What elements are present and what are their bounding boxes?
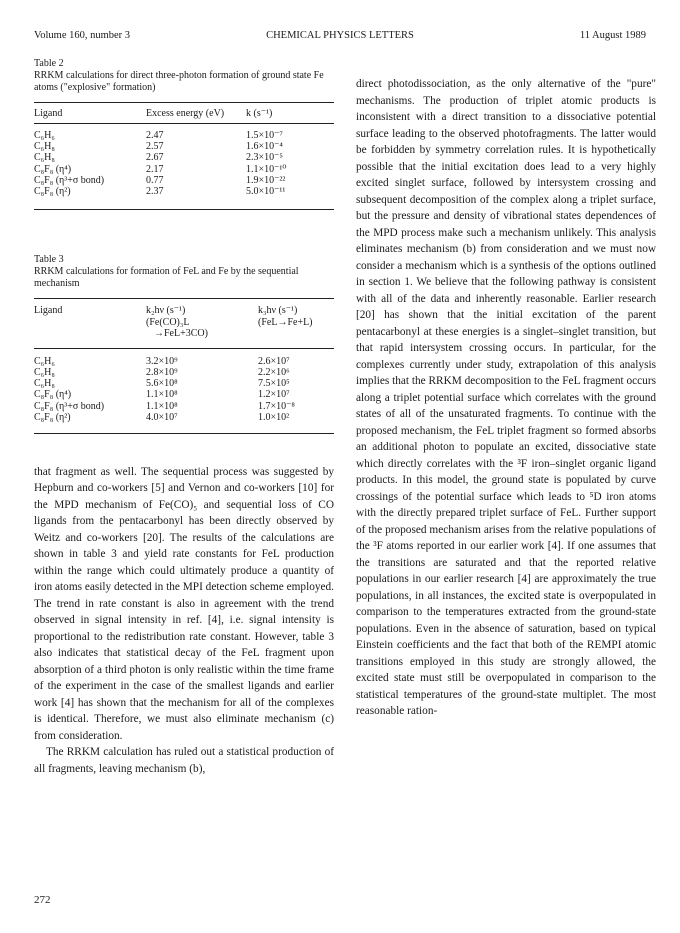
table-2 — [34, 102, 334, 210]
left-column — [34, 58, 334, 777]
table-cell: C₈F₈ (η³+σ bond) — [34, 400, 105, 412]
right-body-text — [356, 76, 656, 720]
table-row — [34, 152, 334, 163]
table-row — [34, 175, 334, 186]
table-cell: 5.0×10⁻¹¹ — [246, 186, 286, 198]
table-cell: 2.6×10⁷ — [258, 355, 290, 367]
table-cell: 2.47 — [146, 130, 164, 141]
table-cell: C₈F₈ (η⁴) — [34, 163, 72, 175]
table-cell: 1.2×10⁷ — [258, 389, 290, 401]
table-row — [34, 412, 334, 434]
table2-col-k: k (s⁻¹) — [246, 103, 334, 124]
table-cell: C₈F₈ (η²) — [34, 186, 71, 198]
table-row — [34, 367, 334, 378]
table3-caption-block — [34, 254, 334, 290]
table2-caption-block — [34, 58, 334, 94]
table-row — [34, 141, 334, 152]
table-cell: 2.17 — [146, 163, 164, 175]
table3-label: Table 3 — [34, 254, 64, 266]
table2-header-row — [34, 103, 334, 124]
header-line: (FeL→Fe+L) — [258, 316, 313, 328]
table-row — [34, 389, 334, 400]
table-cell: 2.2×10⁶ — [258, 366, 290, 378]
header-line: k₃hν (s⁻¹) — [258, 305, 298, 317]
table-cell: 1.7×10⁻⁸ — [258, 400, 295, 412]
left-body-text — [34, 464, 334, 778]
table3-header-row — [34, 299, 334, 349]
paragraph: direct photodissociation, as the only alternative of the "pure" mechanisms. The production of triplet atomic products is inconsistent with a direct transition to a dissociative potential surface leading to the observed photofragments. The latter would be forbidden by symmetry correlation rules. It is hypothetically possible that the initial excitation does lead to a very highly excited singlet surface, followed by intersystem crossing and subsequent decomposition of the complex along a triplet surface, but the pressure and density of vibrational states dependences of the MPD process make such a mechanism unlikely. This analysis eliminates mechanism (b) from consideration and we must now consider a mechanism which is a synthesis of the options outlined in section 1. We believe that the following pathway is consistent with all of the data and inherently reasonable. Earlier research [20] has shown that the initial excitation of the parent pentacarbonyl at these energies is a singlet–singlet transition, but that rapid intersystem crossing occurs. In particular, for the complexes currently under study, extrapolation of this analysis implies that the RRKM decomposition to the FeL fragment occurs along a triplet potential surface which correlates with the ground states of all of the unsaturated fragments. To continue with the proposed mechanism, the FeL triplet fragment so formed absorbs an additional photon to populate an excited, dissociative state which directly correlates with the ³F iron–singlet organic ligand products. In this model, the ground state is populated by curve crossings of the potential surface which leads to ⁵D iron atoms with the directly prepared triplet surface of FeL. Further support of the proposed mechanism arises from the relative populations of the ³F atoms reported in our earlier work [4]. If one assumes that the transitions are saturated and that the reported relative populations in our earlier research [4] are approximately the true populations, in all instances, the excited state is overpopulated in comparison to the temperatures extracted from the ground-state populations. Even in the absence of saturation, based on typical Einstein coefficients and the fact that both of the REMPI atomic transitions employed in this study are strongly allowed, the excited state must still be overpopulated in comparison to the statistical temperatures of the ground-state multiplet. The most reasonable ration- — [356, 78, 656, 717]
issue-date: 11 August 1989 — [579, 30, 646, 41]
table-cell: 2.3×10⁻⁵ — [246, 152, 283, 164]
table-cell: 1.1×10⁸ — [146, 389, 178, 401]
table-cell: 4.0×10⁷ — [146, 411, 178, 423]
table2-col-energy: Excess energy (eV) — [146, 103, 246, 124]
header-line: Ligand — [34, 305, 63, 317]
table-cell: C₆H₆ — [34, 355, 55, 367]
table-cell: 1.0×10² — [258, 411, 290, 423]
table-cell: 1.1×10⁻¹⁰ — [246, 163, 287, 175]
table-cell: 3.2×10⁹ — [146, 355, 178, 367]
table-cell: 2.67 — [146, 152, 164, 164]
table-row — [34, 164, 334, 175]
header-line: →FeL+3CO) — [154, 328, 208, 340]
paragraph: that fragment as well. The sequential process was suggested by Hepburn and co-workers [5] and Vernon and co-workers [10] for the MPD mechanism of Fe(CO)₅ and sequential loss of CO ligands from the pentacarbonyl has been directly observed by Weitz and co-workers [20]. The results of the calculations are shown in table 3 and yield rate constants for FeL production within the range which could ultimately produce a quantity of iron atoms easily detected in the MPI detection scheme employed. The trend in rate constant is also in agreement with the trend observed in signal intensity in ref. [4], i.e. signal intensity is proportional to the redistribution rate constant. However, table 3 also indicates that statistical decay of the FeL fragment upon absorption of a third photon is only realistic within the time frame of the experiment in the case of the smallest ligands and earlier work [4] has shown that the mechanism for all of the complexes is identical. Therefore, we must also eliminate mechanism (c) from consideration. — [34, 465, 334, 742]
paragraph: The RRKM calculation has ruled out a statistical production of all fragments, leaving mechanism (b), — [34, 746, 334, 775]
table-row — [34, 348, 334, 367]
journal-volume: Volume 160, number 3 — [34, 30, 131, 41]
table-cell: 2.37 — [146, 186, 164, 198]
header-line: (Fe(CO)₃L — [146, 316, 190, 328]
table-cell: C₈F₈ (η²) — [34, 411, 71, 423]
table-cell: C₆H₈ — [34, 141, 55, 153]
table-row — [34, 378, 334, 389]
table-3 — [34, 298, 334, 434]
table-cell: 5.6×10⁸ — [146, 378, 178, 390]
table-cell: C₆H₈ — [34, 152, 55, 164]
table-cell: C₈F₈ (η⁴) — [34, 389, 72, 401]
table-cell: 0.77 — [146, 174, 164, 186]
table-cell: 1.6×10⁻⁴ — [246, 141, 283, 153]
table-row — [34, 124, 334, 142]
table3-col-ligand — [34, 299, 146, 349]
table3-caption: RRKM calculations for formation of FeL and Fe by the sequential mechanism — [34, 266, 299, 290]
table-cell: 7.5×10⁵ — [258, 378, 290, 390]
table-cell: C₆H₈ — [34, 366, 55, 378]
table2-caption: RRKM calculations for direct three-photon formation of ground state Fe atoms ("explosive" formation) — [34, 70, 324, 93]
table-cell: 1.1×10⁸ — [146, 400, 178, 412]
running-header — [34, 30, 646, 44]
table-cell: C₈F₈ (η³+σ bond) — [34, 174, 105, 186]
table3-col-k2hv — [146, 299, 258, 349]
table-cell: 2.57 — [146, 141, 164, 153]
table-row — [34, 186, 334, 210]
journal-title: CHEMICAL PHYSICS LETTERS — [266, 30, 414, 41]
table-row — [34, 401, 334, 412]
table-cell: C₆H₆ — [34, 130, 55, 141]
table2-col-ligand: Ligand — [34, 103, 146, 124]
table-cell: 1.9×10⁻²² — [246, 174, 286, 186]
page-number: 272 — [34, 894, 51, 906]
table-cell: 2.8×10⁹ — [146, 366, 178, 378]
table-cell: C₆H₈ — [34, 378, 55, 390]
header-line: k₂hν (s⁻¹) — [146, 305, 186, 317]
table-cell: 1.5×10⁻⁷ — [246, 130, 283, 141]
right-column — [356, 58, 656, 720]
table3-col-k3hv — [258, 299, 334, 349]
table2-label: Table 2 — [34, 58, 64, 69]
